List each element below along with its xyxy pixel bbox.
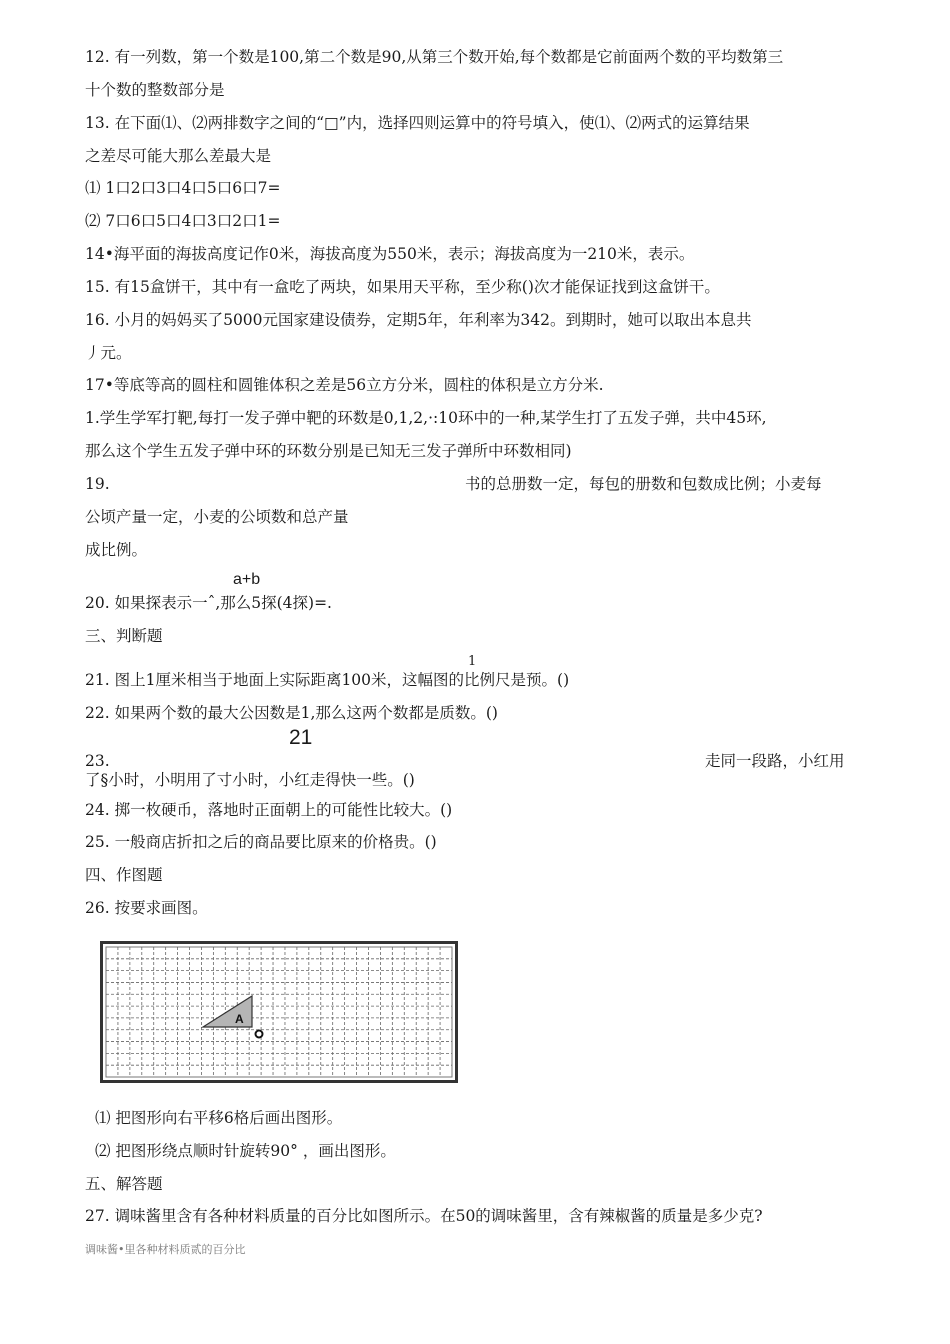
question-22: 22. 如果两个数的最大公因数是1,那么这两个数都是质数。() <box>85 704 498 722</box>
section-4-heading: 四、作图题 <box>85 866 163 884</box>
question-23-fraction-top: 21 <box>289 726 313 749</box>
question-13-line2: 之差尽可能大那么差最大是 <box>85 147 272 165</box>
question-13-row2: ⑵ 7口6口5口4口3口2口1= <box>85 212 281 230</box>
question-23-right-text: 走同一段路，小红用 <box>705 752 845 770</box>
question-20-fraction-top: a+b <box>233 571 261 588</box>
question-23-number: 23. <box>85 752 110 770</box>
question-13-row1: ⑴ 1口2口3口4口5口6口7= <box>85 179 281 197</box>
chart-caption: 调味酱•里各种材料质贰的百分比 <box>85 1243 246 1256</box>
section-5-heading: 五、解答题 <box>85 1175 163 1193</box>
question-18-line1: 1.学生学军打靶,每打一发子弹中靶的环数是0,1,2,·:10环中的一种,某学生打了五发子弹，共中45环, <box>85 409 767 427</box>
question-26-part-2: ⑵ 把图形绕点顺时针旋转90° ，画出图形。 <box>95 1142 396 1160</box>
question-19-text-c: 成比例。 <box>85 541 148 559</box>
grid-figure <box>100 941 458 1083</box>
shape-a-label: A <box>235 1012 244 1026</box>
question-19-number: 19. <box>85 475 110 493</box>
question-21-fraction-top: 1 <box>468 654 477 669</box>
question-18-line2: 那么这个学生五发子弹中环的环数分别是已知无三发子弹所中环数相同) <box>85 442 572 460</box>
question-15: 15. 有15盒饼干，其中有一盒吃了两块，如果用天平称，至少称()次才能保证找到这盒饼干。 <box>85 278 720 296</box>
question-12-line2: 十个数的整数部分是 <box>85 81 225 99</box>
question-19-text-a: 书的总册数一定，每包的册数和包数成比例；小麦每 <box>465 475 822 493</box>
question-23: 了§小时，小明用了寸小时，小红走得快一些。() <box>85 771 415 789</box>
question-17: 17•等底等高的圆柱和圆锥体积之差是56立方分米，圆柱的体积是立方分米. <box>85 376 604 394</box>
question-24: 24. 掷一枚硬币，落地时正面朝上的可能性比较大。() <box>85 801 453 819</box>
question-25: 25. 一般商店折扣之后的商品要比原来的价格贵。() <box>85 833 437 851</box>
question-26: 26. 按要求画图。 <box>85 899 208 917</box>
question-20: 20. 如果探表示一ˆ,那么5探(4探)=. <box>85 594 332 612</box>
question-16-line2: 丿元。 <box>85 344 132 362</box>
question-19-text-b: 公顷产量一定，小麦的公顷数和总产量 <box>85 508 349 526</box>
section-3-heading: 三、判断题 <box>85 627 163 645</box>
question-14: 14•海平面的海拔高度记作0米，海拔高度为550米，表示；海拔高度为一210米，表示。 <box>85 245 695 263</box>
question-16-line1: 16. 小月的妈妈买了5000元国家建设债券，定期5年，年利率为342。到期时，她可以取出本息共 <box>85 311 752 329</box>
question-27: 27. 调味酱里含有各种材料质量的百分比如图所示。在50的调味酱里，含有辣椒酱的质量是多少克? <box>85 1207 763 1225</box>
question-12-line1: 12. 有一列数，第一个数是100,第二个数是90,从第三个数开始,每个数都是它前面两个数的平均数第三 <box>85 48 784 66</box>
question-13-line1: 13. 在下面⑴、⑵两排数字之间的“□”内，选择四则运算中的符号填入，使⑴、⑵两式的运算结果 <box>85 114 750 132</box>
rotation-point <box>256 1031 263 1038</box>
question-21: 21. 图上1厘米相当于地面上实际距离100米，这幅图的比例尺是预。() <box>85 671 570 689</box>
question-26-part-1: ⑴ 把图形向右平移6格后画出图形。 <box>95 1109 343 1127</box>
